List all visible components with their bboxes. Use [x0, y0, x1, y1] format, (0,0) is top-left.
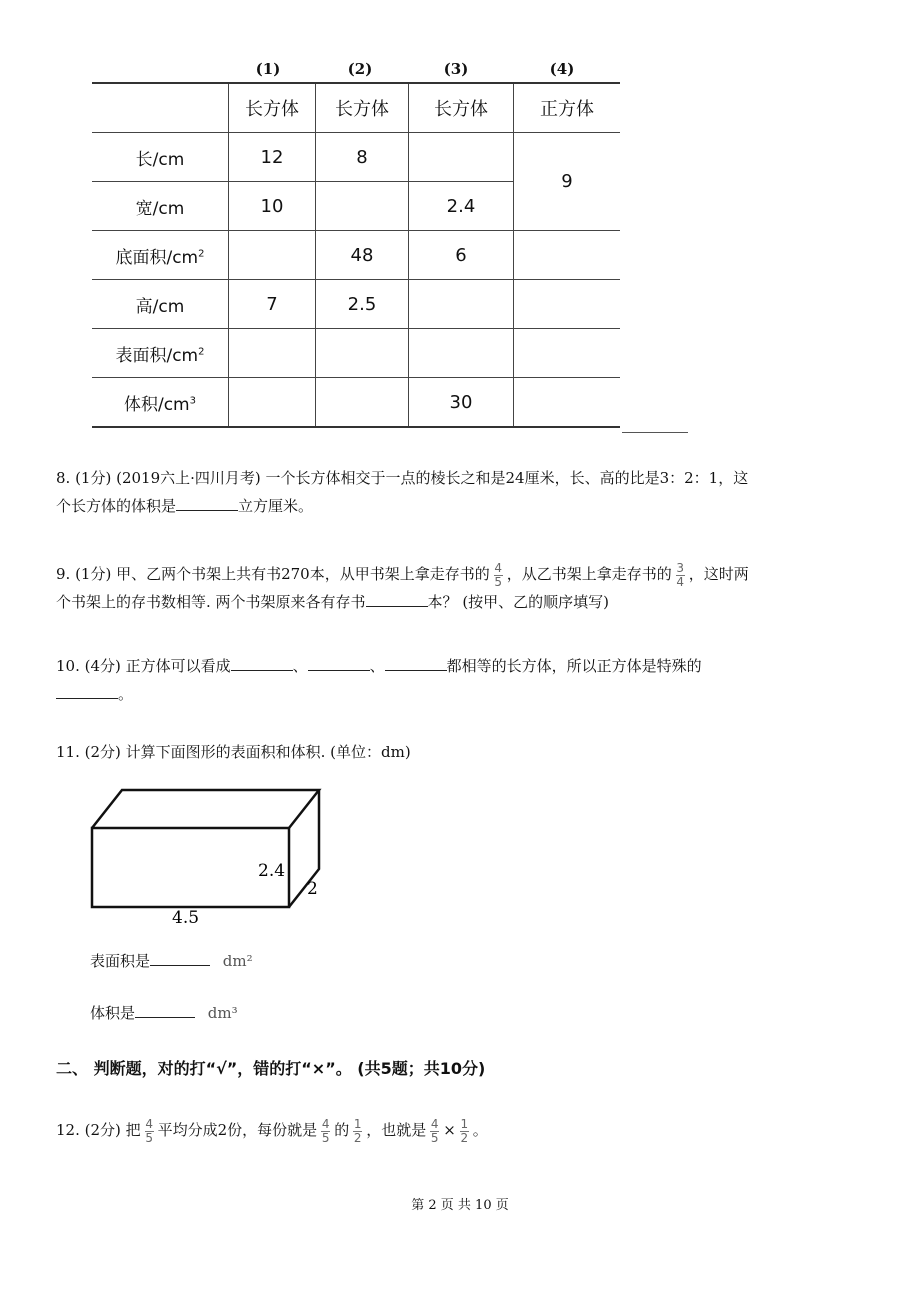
section-2-title: 二、 判断题，对的打“√”，错的打“×”。 (共5题；共10分) — [56, 1059, 486, 1078]
table-cell — [316, 378, 409, 428]
question-10 — [56, 652, 702, 708]
table-cell — [514, 280, 621, 329]
table-cell — [514, 231, 621, 280]
answer-blank[interactable] — [366, 592, 428, 607]
table-cell — [514, 378, 621, 428]
fraction-4-5: $\frac{4}{5}$ — [145, 1116, 153, 1145]
cuboid-figure — [80, 780, 340, 925]
table-corner — [92, 83, 229, 133]
col-type: 长方体 — [229, 83, 316, 133]
answer-blank[interactable] — [135, 1003, 195, 1018]
row-label: 底面积$/cm^2$ — [92, 231, 229, 280]
col-number-1: (1) — [255, 60, 281, 78]
cuboid-top-face — [92, 790, 319, 828]
question-8 — [56, 464, 748, 520]
question-10-line1: 10. (4分) 正方体可以看成 、 、 都相等的长方体，所以正方体是特殊的 — [56, 657, 702, 675]
table-cell — [229, 378, 316, 428]
question-8-line2: 个长方体的体积是 立方厘米。 — [56, 497, 314, 515]
table-cell — [409, 133, 514, 182]
dimension-table — [92, 82, 620, 428]
row-label: 表面积$/cm^2$ — [92, 329, 229, 378]
fraction-4-5: $\frac{4}{5}$ — [430, 1116, 439, 1145]
question-10-line2: 。 — [56, 680, 702, 708]
answer-blank[interactable] — [150, 951, 210, 966]
table-cell — [514, 329, 621, 378]
table-cell: 12 — [229, 133, 316, 182]
table-cell: 8 — [316, 133, 409, 182]
table-cell — [229, 231, 316, 280]
col-type: 正方体 — [514, 83, 621, 133]
table-answer-blank[interactable] — [622, 432, 688, 433]
dim-depth-label: 2 — [307, 879, 318, 899]
question-9-line1: 9. (1分) 甲、乙两个书架上共有书270本，从甲书架上拿走存书的 $\frac{4}{5}$ ，从乙书架上拿走存书的 $\frac{3}{4}$ ，这时两 — [56, 560, 749, 589]
table-cell — [229, 329, 316, 378]
surface-area-line: 表面积是 dm² — [90, 952, 253, 970]
question-9 — [56, 560, 749, 616]
surface-unit: dm² — [222, 952, 253, 970]
table-cell: 30 — [409, 378, 514, 428]
table-cell: 7 — [229, 280, 316, 329]
dim-height-label: 2.4 — [258, 861, 286, 881]
row-label: 体积$/cm^3$ — [92, 378, 229, 428]
col-number-3: (3) — [443, 60, 469, 78]
table-cell: 48 — [316, 231, 409, 280]
table-cell — [316, 182, 409, 231]
answer-blank[interactable] — [308, 656, 370, 671]
volume-unit: dm³ — [207, 1004, 238, 1022]
page-footer: 第 2 页 共 10 页 — [411, 1198, 509, 1213]
answer-blank[interactable] — [56, 684, 118, 699]
row-label: 长/cm — [92, 133, 229, 182]
question-12: 12. (2分) 把 $\frac{4}{5}$ 平均分成2份，每份就是 $\frac{4}{5}$ 的 $\frac{1}{2}$ ，也就是 $\frac{4}{5}$ × $\frac{1}{2}$ 。 — [56, 1116, 488, 1145]
question-11: 11. (2分) 计算下面图形的表面积和体积. (单位：dm) — [56, 743, 411, 761]
question-8-line1: 8. (1分) (2019六上·四川月考) 一个长方体相交于一点的棱长之和是24厘米，长、高的比是3：2：1，这 — [56, 469, 749, 487]
answer-blank[interactable] — [176, 496, 238, 511]
table-cell: 10 — [229, 182, 316, 231]
table-cell: 2.4 — [409, 182, 514, 231]
table-cell: 6 — [409, 231, 514, 280]
times-sign: × — [443, 1121, 456, 1139]
table-cell — [316, 329, 409, 378]
fraction-1-2: $\frac{1}{2}$ — [353, 1116, 362, 1145]
table-cell — [409, 280, 514, 329]
fraction-4-5: $\frac{4}{5}$ — [321, 1116, 330, 1145]
dim-length-label: 4.5 — [172, 908, 200, 925]
row-label: 高/cm — [92, 280, 229, 329]
fraction-1-2: $\frac{1}{2}$ — [460, 1116, 469, 1145]
table-cell — [409, 329, 514, 378]
fraction-3-4: $\frac{3}{4}$ — [676, 560, 685, 589]
volume-line: 体积是 dm³ — [90, 1004, 238, 1022]
table-cell: 2.5 — [316, 280, 409, 329]
col-type: 长方体 — [316, 83, 409, 133]
answer-blank[interactable] — [385, 656, 447, 671]
row-label: 宽/cm — [92, 182, 229, 231]
col-number-2: (2) — [347, 60, 373, 78]
col-type: 长方体 — [409, 83, 514, 133]
answer-blank[interactable] — [231, 656, 293, 671]
fraction-4-5: $\frac{4}{5}$ — [494, 560, 503, 589]
col-number-4: (4) — [549, 60, 575, 78]
cube-side-cell: 9 — [514, 133, 621, 231]
question-9-line2: 个书架上的存书数相等. 两个书架原来各有存书 本？ (按甲、乙的顺序填写) — [56, 593, 610, 611]
